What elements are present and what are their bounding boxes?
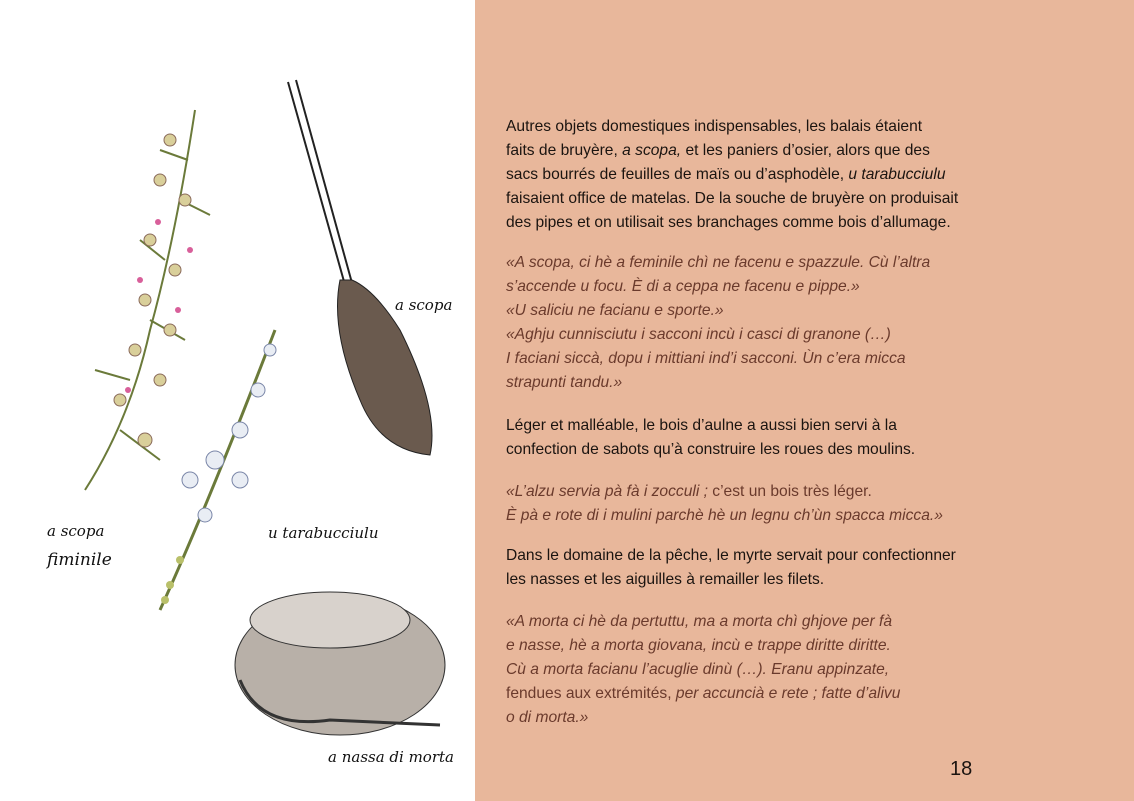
quote-line xyxy=(506,506,943,526)
text-segment: s’accende u focu. È di a ceppa ne facenu e pippe.» xyxy=(506,278,860,295)
text-segment: les nasses et les aiguilles à remailler les filets. xyxy=(506,571,825,588)
text-segment: u tarabucciulu xyxy=(848,166,946,183)
text-segment: «A morta ci hè da pertuttu, ma a morta chì ghjove per fà xyxy=(506,613,892,630)
paragraph-line xyxy=(506,570,824,590)
label-u-tarabucciulu: u tarabucciulu xyxy=(268,524,379,542)
paragraph-line xyxy=(506,440,915,460)
paragraph-line xyxy=(506,213,951,233)
quote-line xyxy=(506,482,872,502)
quote-line xyxy=(506,684,900,704)
paragraph-line xyxy=(506,546,956,566)
fish-trap-basket-illustration xyxy=(235,592,445,735)
quote-line xyxy=(506,349,906,369)
quote-line xyxy=(506,325,891,345)
quote-line xyxy=(506,660,889,680)
quote-line xyxy=(506,612,892,632)
text-segment: Autres objets domestiques indispensables, les balais étaient xyxy=(506,118,923,135)
text-segment: Dans le domaine de la pêche, le myrte servait pour confectionner xyxy=(506,547,956,564)
quote-line xyxy=(506,277,860,297)
text-segment: e nasse, hè a morta giovana, incù e trappe diritte diritte. xyxy=(506,637,891,654)
label-a-nassa-di-morta: a nassa di morta xyxy=(328,748,454,766)
text-segment: I faciani siccà, dopu i mittiani ind’i sacconi. Ùn c’era micca xyxy=(506,350,906,367)
quote-line xyxy=(506,708,588,728)
page-number: 18 xyxy=(950,758,973,780)
text-segment: È pà e rote di i mulini parchè hè un legnu ch’ùn spacca micca.» xyxy=(506,507,943,524)
text-segment: fendues aux extrémités, xyxy=(506,685,676,702)
text-segment: c’est un bois très léger. xyxy=(712,483,872,500)
text-segment: faisaient office de matelas. De la souche de bruyère on produisait xyxy=(506,190,959,207)
paragraph-line xyxy=(506,416,897,436)
text-segment: «U saliciu ne facianu e sporte.» xyxy=(506,302,724,319)
quote-line xyxy=(506,373,622,393)
text-segment: Cù a morta facianu l’acuglie dinù (…). Eranu appinzate, xyxy=(506,661,890,678)
text-segment: et les paniers d’osier, alors que des xyxy=(681,142,930,159)
text-segment: «L’alzu servia pà fà i zocculi ; xyxy=(506,483,713,500)
quote-line xyxy=(506,253,930,273)
botanical-illustrations xyxy=(0,0,475,801)
text-segment: Léger et malléable, le bois d’aulne a aussi bien servi à la xyxy=(506,417,897,434)
paragraph-line xyxy=(506,117,922,137)
text-segment: o di morta.» xyxy=(506,709,589,726)
text-segment: faits de bruyère, xyxy=(506,142,623,159)
label-a-scopa: a scopa xyxy=(395,296,453,314)
text-segment: «Aghju cunnisciutu i sacconi incù i casci di granone (…) xyxy=(506,326,891,343)
text-segment: des pipes et on utilisait ses branchages comme bois d’allumage. xyxy=(506,214,951,231)
text-segment: a scopa, xyxy=(622,142,682,159)
label-a-scopa-fiminile-2: fiminile xyxy=(47,550,112,570)
text-segment: «A scopa, ci hè a feminile chì ne facenu e spazzule. Cù l’altra xyxy=(506,254,931,271)
quote-line xyxy=(506,636,891,656)
paragraph-line xyxy=(506,189,958,209)
paragraph-line xyxy=(506,165,946,185)
label-a-scopa-fiminile-1: a scopa xyxy=(47,522,105,540)
paragraph-line xyxy=(506,141,930,161)
illustration-panel xyxy=(0,0,475,801)
broom-illustration xyxy=(288,80,432,455)
text-segment: strapunti tandu.» xyxy=(506,374,623,391)
text-segment: confection de sabots qu’à construire les roues des moulins. xyxy=(506,441,916,458)
text-segment: per accuncià e rete ; fatte d’alivu xyxy=(675,685,901,702)
text-segment: sacs bourrés de feuilles de maïs ou d’asphodèle, xyxy=(506,166,849,183)
quote-line xyxy=(506,301,724,321)
asphodel-illustration xyxy=(160,330,276,610)
